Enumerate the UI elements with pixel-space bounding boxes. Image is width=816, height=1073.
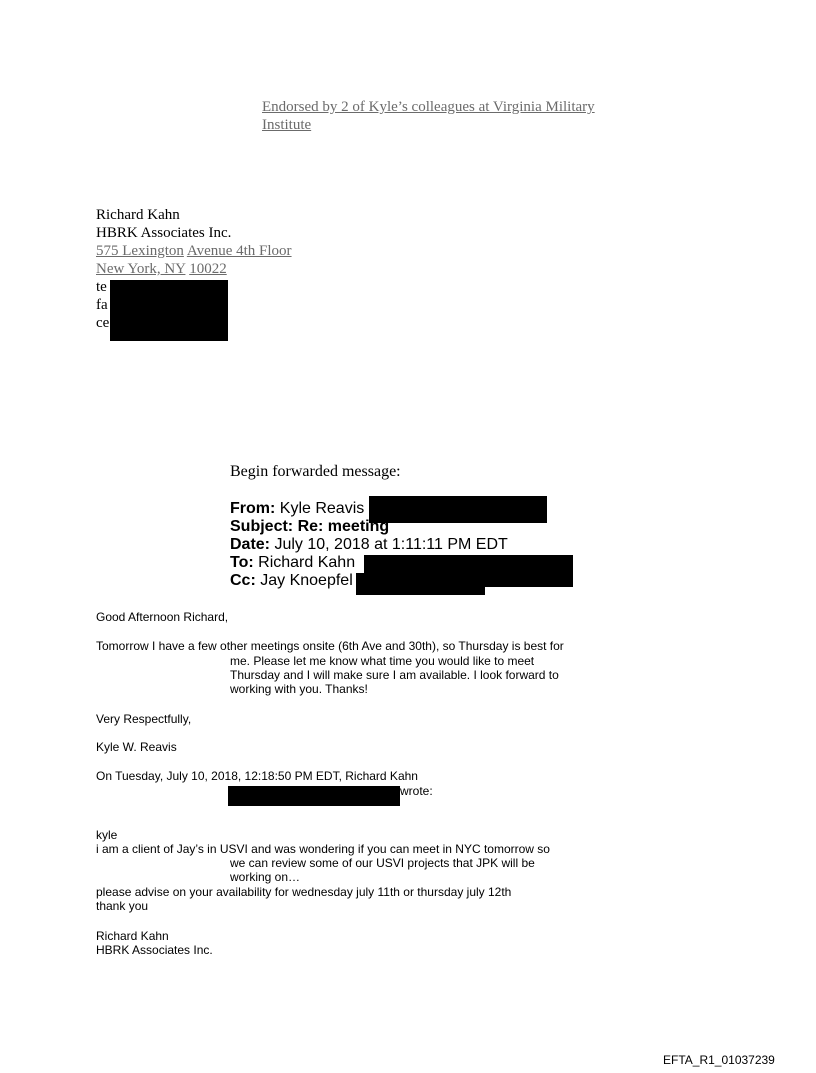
reply-body-line2: me. Please let me know what time you would like to meet (230, 654, 535, 668)
reply-greeting: Good Afternoon Richard, (96, 610, 229, 624)
endorsement-link-line1[interactable]: Endorsed by 2 of Kyle’s colleagues at Virginia Military (262, 99, 595, 115)
signature-name: Richard Kahn (96, 207, 180, 223)
document-id: EFTA_R1_01037239 (663, 1053, 775, 1067)
to-label: To: (230, 554, 254, 571)
city-link[interactable]: New York, NY (96, 261, 186, 277)
signature-street[interactable] (96, 242, 292, 260)
quoted-sig-company: HBRK Associates Inc. (96, 943, 213, 957)
redaction-box-cc-email (356, 573, 485, 595)
redaction-box-phone-numbers (110, 280, 228, 341)
reply-body-line4: working with you. Thanks! (230, 682, 368, 696)
reply-body-line1: Tomorrow I have a few other meetings onsite (6th Ave and 30th), so Thursday is best for (96, 639, 564, 653)
quoted-line2: i am a client of Jay’s in USVI and was wondering if you can meet in NYC tomorrow so (96, 842, 550, 856)
reply-signature: Kyle W. Reavis (96, 740, 177, 754)
to-value: Richard Kahn (258, 554, 356, 571)
quoted-line6: thank you (96, 899, 149, 913)
address-link-part-a[interactable]: 575 Lexington (96, 243, 184, 259)
cc-value: Jay Knoepfel (260, 572, 353, 589)
to-line (230, 554, 355, 572)
from-line (230, 500, 364, 518)
subject-value: Re: meeting (297, 518, 390, 535)
cc-line (230, 572, 353, 590)
subject-label: Subject: (230, 518, 294, 535)
reply-closing: Very Respectfully, (96, 712, 192, 726)
quoted-header-line2: wrote: (400, 784, 433, 798)
signature-city[interactable] (96, 260, 227, 278)
cc-label: Cc: (230, 572, 256, 589)
quoted-line1: kyle (96, 828, 118, 842)
quoted-line4: working on… (230, 870, 301, 884)
cell-label: ce (96, 315, 110, 331)
date-value: July 10, 2018 at 1:11:11 PM EDT (274, 536, 508, 553)
subject-line (230, 518, 389, 536)
from-label: From: (230, 500, 276, 517)
tel-label: te (96, 279, 107, 295)
date-line (230, 536, 508, 554)
redaction-box-from-email (369, 496, 547, 523)
fax-label: fa (96, 297, 108, 313)
date-label: Date: (230, 536, 271, 553)
forward-intro: Begin forwarded message: (230, 463, 401, 480)
from-value: Kyle Reavis (279, 500, 365, 517)
quoted-sig-name: Richard Kahn (96, 929, 169, 943)
zip-link[interactable]: 10022 (189, 261, 227, 277)
reply-body-line3: Thursday and I will make sure I am available. I look forward to (230, 668, 559, 682)
quoted-line3: we can review some of our USVI projects that JPK will be (230, 856, 535, 870)
quoted-line5: please advise on your availability for wednesday july 11th or thursday july 12th (96, 885, 512, 899)
signature-company: HBRK Associates Inc. (96, 225, 232, 241)
quoted-header-line1: On Tuesday, July 10, 2018, 12:18:50 PM EDT, Richard Kahn (96, 769, 418, 783)
address-link-part-b[interactable]: Avenue 4th Floor (186, 243, 292, 259)
endorsement-link-line2[interactable]: Institute (262, 117, 312, 133)
redaction-box-quoted-email (228, 786, 400, 806)
